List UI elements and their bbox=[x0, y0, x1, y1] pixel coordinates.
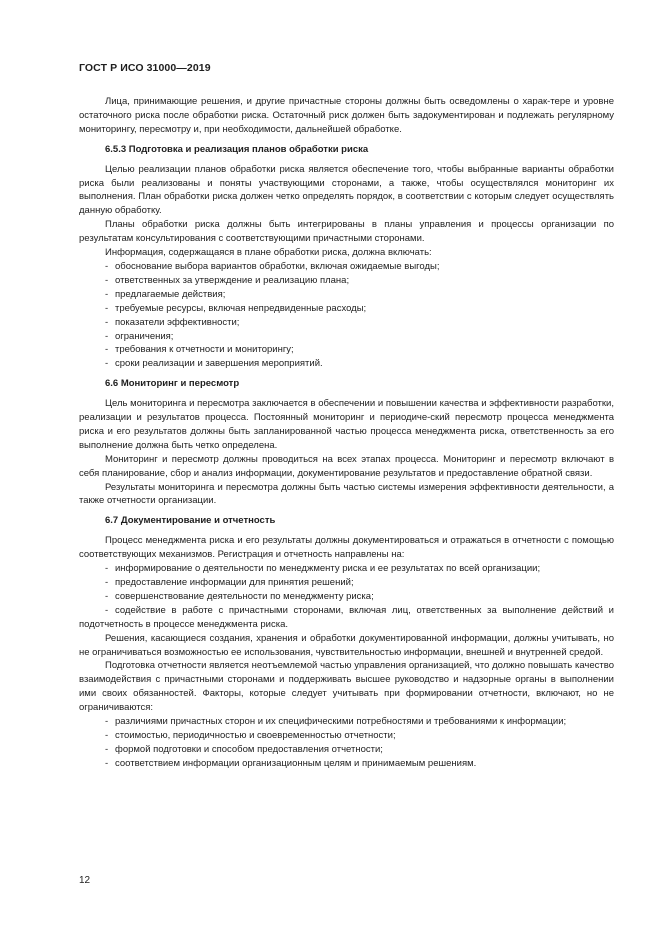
section-heading: 6.5.3 Подготовка и реализация планов обработки риска bbox=[105, 143, 369, 155]
list-item-text: формой подготовки и способом предоставления отчетности; bbox=[115, 743, 383, 755]
list-item bbox=[79, 302, 614, 316]
dash-marker: - bbox=[105, 757, 109, 769]
dash-marker: - bbox=[105, 716, 109, 728]
list-item bbox=[79, 576, 614, 590]
list-item bbox=[79, 729, 614, 743]
list-item bbox=[79, 274, 614, 288]
paragraph: Целью реализации планов обработки риска является обеспечение того, чтобы выбранные варианты обработки риска были реализованы и поняты участвующими сторонами, а также, чтобы осуществлялся мониторинг их выполнения. План обработки риска должен четко определять порядок, в соответствии с которым следует осуществлять данную обработку. bbox=[79, 163, 614, 217]
list-item-text: предлагаемые действия; bbox=[115, 288, 226, 300]
dash-marker: - bbox=[105, 316, 109, 328]
list-item-text: стоимостью, периодичностью и своевременностью отчетности; bbox=[115, 729, 396, 741]
dash-marker: - bbox=[105, 743, 109, 755]
dash-marker: - bbox=[105, 274, 109, 286]
list-item-text: ответственных за утверждение и реализацию плана; bbox=[115, 274, 350, 286]
list-item-text: требования к отчетности и мониторингу; bbox=[115, 344, 294, 356]
dash-list bbox=[79, 562, 614, 632]
dash-marker: - bbox=[105, 302, 109, 314]
list-item bbox=[79, 316, 614, 330]
dash-marker: - bbox=[105, 590, 109, 602]
list-item-text: показатели эффективности; bbox=[115, 316, 240, 328]
list-item bbox=[79, 330, 614, 344]
list-item-text: совершенствование деятельности по менеджменту риска; bbox=[115, 590, 374, 602]
paragraph: Информация, содержащаяся в плане обработки риска, должна включать: bbox=[105, 247, 432, 259]
dash-marker: - bbox=[105, 729, 109, 741]
list-item bbox=[79, 757, 614, 771]
section-heading: 6.6 Мониторинг и пересмотр bbox=[105, 378, 240, 390]
dash-marker: - bbox=[105, 288, 109, 300]
list-item bbox=[79, 715, 614, 729]
dash-marker: - bbox=[105, 577, 109, 588]
dash-marker: - bbox=[105, 563, 109, 575]
list-item-text: ограничения; bbox=[115, 330, 174, 342]
list-item bbox=[79, 260, 614, 274]
dash-marker: - bbox=[105, 604, 109, 616]
document-body bbox=[79, 95, 614, 771]
list-item bbox=[79, 562, 614, 576]
page-number: 12 bbox=[79, 875, 91, 886]
dash-marker: - bbox=[105, 358, 109, 370]
list-item bbox=[79, 604, 614, 632]
list-item-text: соответствием информации организационным целям и принимаемым решениям. bbox=[115, 757, 477, 769]
paragraph: Планы обработки риска должны быть интегрированы в планы управления и процессы организации по результатам консультирования с соответствующими причастными сторонами. bbox=[79, 219, 614, 245]
section-heading: 6.7 Документирование и отчетность bbox=[105, 515, 276, 527]
list-item-text: различиями причастных сторон и их специфическими потребностями и требованиями к информации; bbox=[115, 716, 567, 728]
paragraph: Цель мониторинга и пересмотра заключается в обеспечении и повышении качества и эффективности разработки, реализации и результатов процесса. Постоянный мониторинг и периодиче-ский пересмотр процесса менеджмента риска и его результатов должны быть запланированной частью процесса менеджмента риска, ответственность за его выполнение должна быть четко определена. bbox=[79, 398, 614, 451]
list-item-text: обоснование выбора вариантов обработки, включая ожидаемые выгоды; bbox=[115, 260, 440, 272]
list-item-text: сроки реализации и завершения мероприятий. bbox=[115, 358, 323, 370]
list-item bbox=[79, 743, 614, 757]
dash-list bbox=[79, 260, 614, 371]
list-item-text: информирование о деятельности по менеджменту риска и ее результатах по всей организации; bbox=[115, 563, 541, 575]
list-item bbox=[79, 357, 614, 371]
list-item bbox=[79, 590, 614, 604]
list-item-text: содействие в работе с причастными сторонами, включая лиц, ответственных за выполнение действий и подотчетность в процессе менеджмента риска. bbox=[79, 604, 614, 630]
dash-marker: - bbox=[105, 260, 109, 272]
list-item bbox=[79, 288, 614, 302]
list-item bbox=[79, 343, 614, 357]
paragraph: Процесс менеджмента риска и его результаты должны документироваться и отражаться в отчетности с помощью соответствующих механизмов. Регистрация и отчетность направлены на: bbox=[79, 535, 614, 561]
list-item-text: требуемые ресурсы, включая непредвиденные расходы; bbox=[115, 302, 367, 314]
list-item-text: предоставление информации для принятия решений; bbox=[115, 577, 354, 588]
dash-marker: - bbox=[105, 344, 109, 356]
paragraph: Результаты мониторинга и пересмотра должны быть частью системы измерения эффективности деятельности, а также отчетности организации. bbox=[79, 481, 614, 507]
paragraph: Решения, касающиеся создания, хранения и обработки документированной информации, должны учитывать, но не ограничиваться возможностью ее использования, чувствительностью информации, внешней и внутренней средой. bbox=[79, 632, 614, 658]
paragraph: Лица, принимающие решения, и другие причастные стороны должны быть осведомлены о харак-тере и уровне остаточного риска после обработки риска. Остаточный риск должен быть задокументирован и подлежать регулярному мониторингу, пересмотру и, при необходимости, дальнейшей обработке. bbox=[79, 96, 614, 135]
dash-list bbox=[79, 715, 614, 771]
paragraph: Подготовка отчетности является неотъемлемой частью управления организацией, что должно повышать качество взаимодействия с причастными сторонами и поддерживать высшее руководство и надзорные органы в выполнении ими своих обязанностей. Факторы, которые следует учитывать при формировании отчетности, включают, но не ограничиваются: bbox=[79, 660, 614, 714]
page-header: ГОСТ Р ИСО 31000—2019 bbox=[79, 62, 211, 74]
paragraph: Мониторинг и пересмотр должны проводиться на всех этапах процесса. Мониторинг и пересмотр включают в себя планирование, сбор и анализ информации, документирование результатов и предоставление обратной связи. bbox=[79, 453, 614, 479]
dash-marker: - bbox=[105, 330, 109, 342]
